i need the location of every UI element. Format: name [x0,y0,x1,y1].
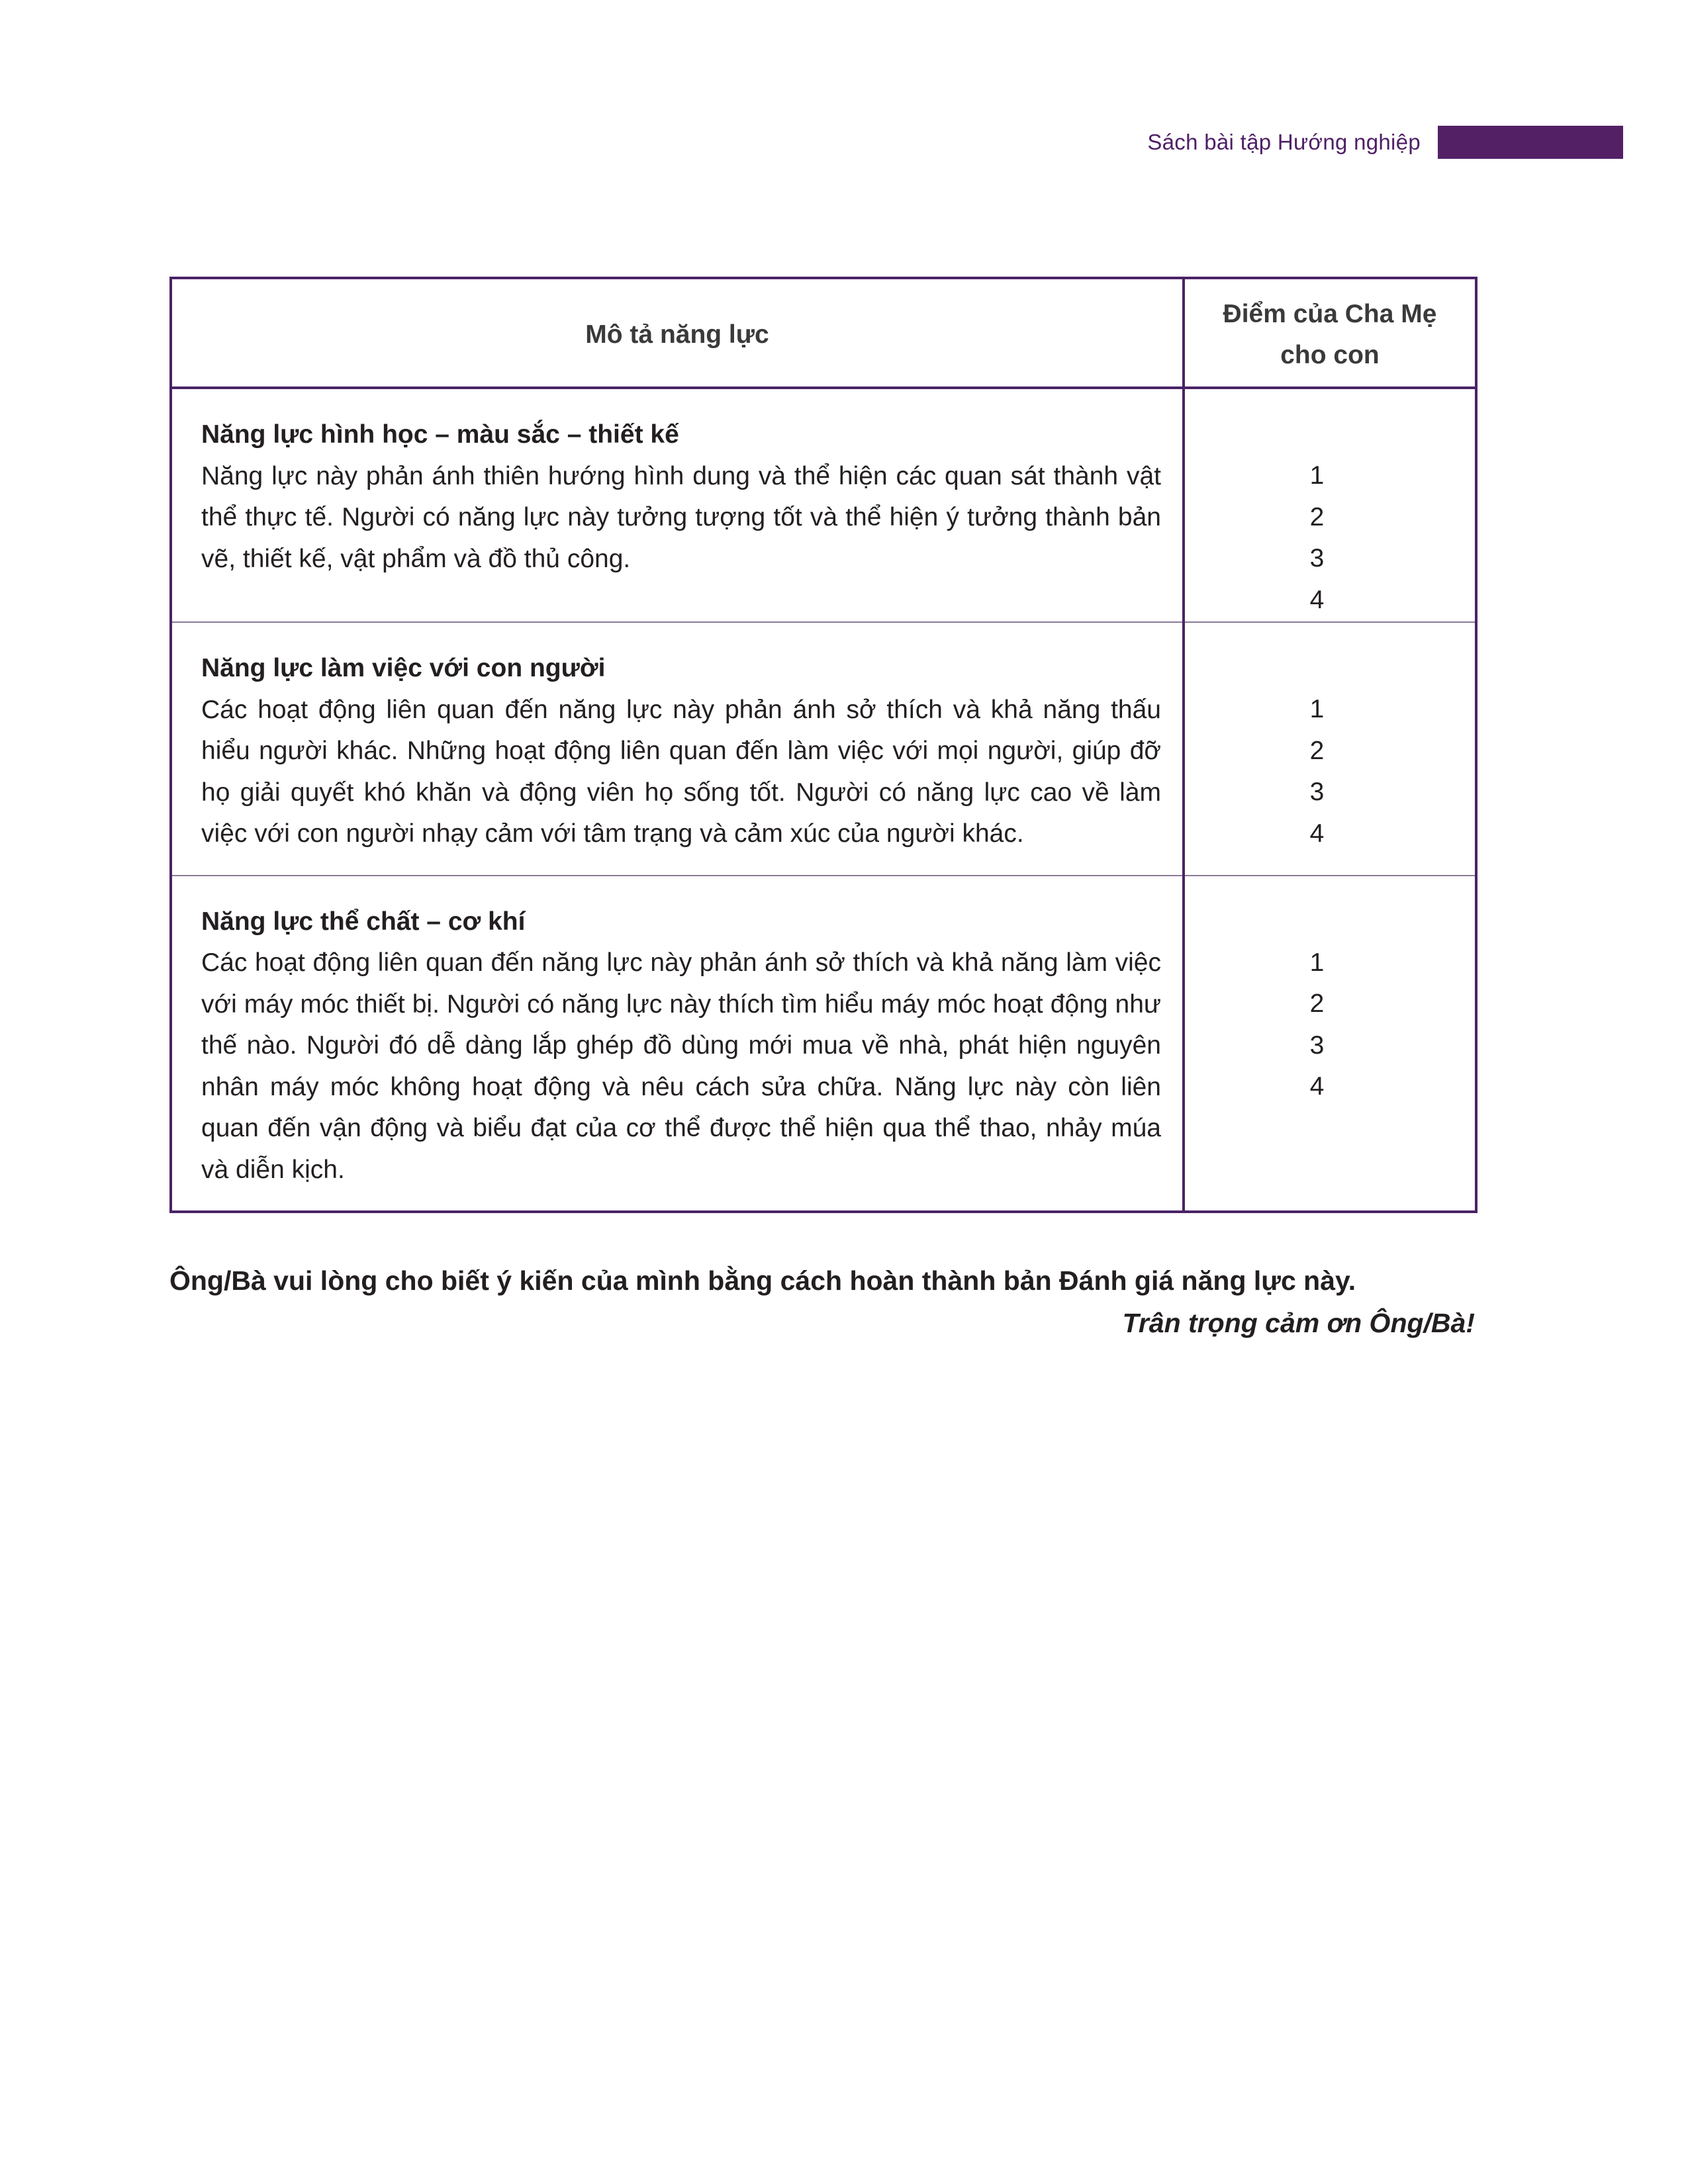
score-cell [1184,876,1476,1212]
ability-title: Năng lực làm việc với con người [201,654,606,682]
ability-title: Năng lực thể chất – cơ khí [201,907,526,936]
score-option[interactable]: 2 [1309,502,1325,531]
column-header-score: Điểm của Cha Mẹ cho con [1184,278,1476,388]
ability-description-cell [171,622,1184,876]
ability-text: Các hoạt động liên quan đến năng lực này phản ánh sở thích và khả năng thấu hiểu người khác. Những hoạt động liên quan đến làm việc với mọi người, giúp đỡ họ giải quyết khó khăn và động viên họ sống tốt. Người có năng lực cao về làm việc với con người nhạy cảm với tâm trạng và cảm xúc của người khác. [201,695,1161,848]
book-title: Sách bài tập Hướng nghiệp [1147,130,1421,154]
ability-text: Các hoạt động liên quan đến năng lực này phản ánh sở thích và khả năng làm việc với máy móc thiết bị. Người có năng lực này thích tìm hiểu máy móc hoạt động như thế nào. Người đó dễ dàng lắp ghép đồ dùng mới mua về nhà, phát hiện nguyên nhân máy móc không hoạt động và nêu cách sửa chữa. Năng lực này còn liên quan đến vận động và biểu đạt của cơ thể được thể hiện qua thể thao, nhảy múa và diễn kịch. [201,948,1161,1184]
closing-section [169,1259,1475,1344]
score-option[interactable]: 4 [1309,819,1325,848]
ability-description-cell [171,876,1184,1212]
score-option[interactable]: 1 [1309,695,1325,723]
ability-description-cell [171,388,1184,622]
ability-table-container [169,277,1475,1213]
score-option[interactable]: 3 [1309,544,1325,572]
score-option[interactable]: 4 [1309,1072,1325,1101]
table-header-row [171,278,1476,388]
score-option[interactable]: 2 [1309,989,1325,1018]
ability-text: Năng lực này phản ánh thiên hướng hình dung và thể hiện các quan sát thành vật thể thực tế. Người có năng lực này tưởng tượng tốt và thể hiện ý tưởng thành bản vẽ, thiết kế, vật phẩm và đồ thủ công. [201,461,1161,573]
closing-request: Ông/Bà vui lòng cho biết ý kiến của mình bằng cách hoàn thành bản Đánh giá năng lực này. [169,1265,1356,1296]
score-option[interactable]: 1 [1309,948,1325,977]
score-cell [1184,388,1476,622]
column-header-description: Mô tả năng lực [171,278,1184,388]
header-accent-bar [1438,126,1623,159]
score-option[interactable]: 4 [1309,585,1325,614]
table-row [171,622,1476,876]
score-option[interactable]: 2 [1309,736,1325,765]
ability-table [169,277,1477,1213]
page-header [1147,126,1623,159]
score-option[interactable]: 3 [1309,778,1325,806]
score-option[interactable]: 3 [1309,1030,1325,1060]
ability-title: Năng lực hình học – màu sắc – thiết kế [201,420,679,449]
score-cell [1184,622,1476,876]
table-row [171,876,1476,1212]
closing-thanks: Trân trọng cảm ơn Ông/Bà! [1122,1308,1475,1338]
table-row [171,388,1476,622]
score-option[interactable]: 1 [1309,461,1325,490]
